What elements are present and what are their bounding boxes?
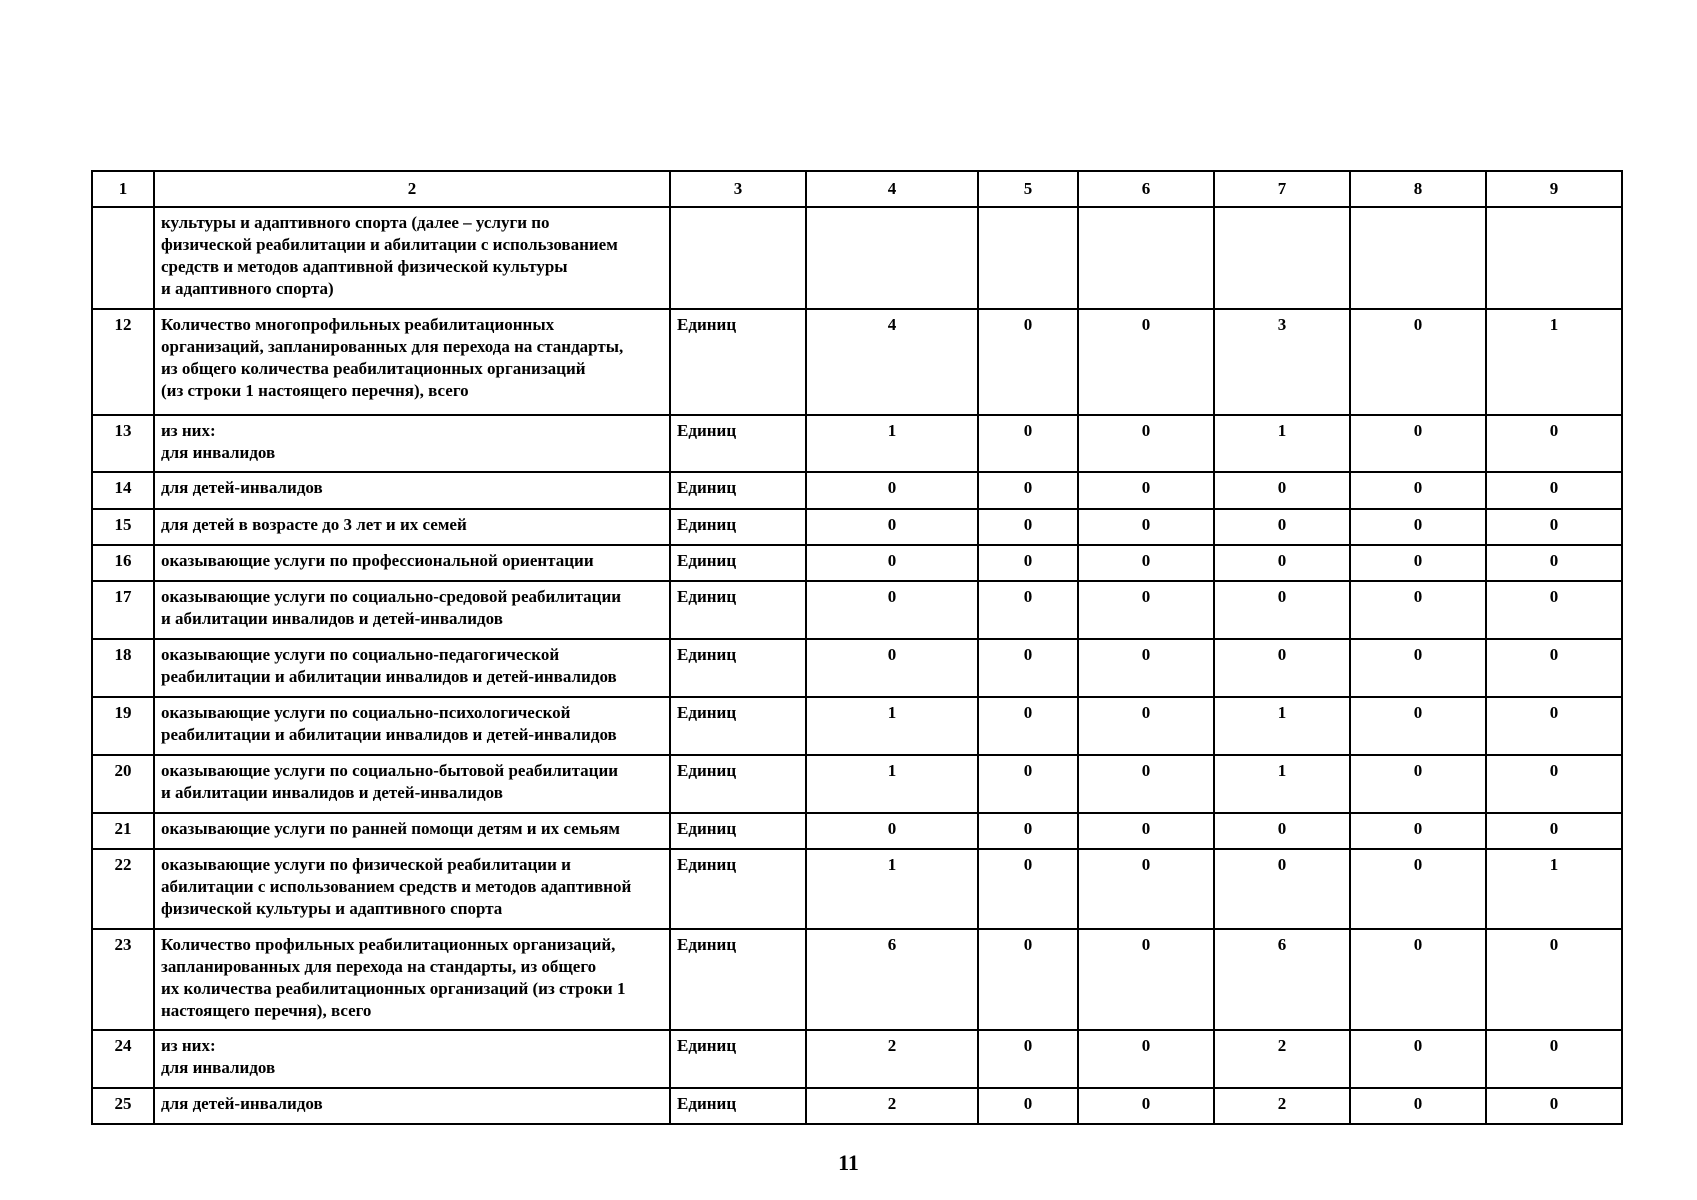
value-cell: 0 — [1078, 509, 1214, 545]
unit-cell: Единиц — [670, 755, 806, 813]
value-cell: 0 — [1486, 415, 1622, 472]
value-cell: 0 — [1214, 545, 1350, 581]
value-cell: 1 — [806, 755, 978, 813]
value-cell: 0 — [806, 581, 978, 639]
value-cell: 0 — [1078, 415, 1214, 472]
value-cell: 0 — [1078, 813, 1214, 849]
table-row — [92, 207, 1622, 309]
value-cell: 0 — [1486, 1088, 1622, 1124]
value-cell: 1 — [1486, 309, 1622, 415]
value-cell: 0 — [978, 1088, 1078, 1124]
unit-cell: Единиц — [670, 1030, 806, 1088]
value-cell: 0 — [1078, 849, 1214, 929]
row-number-cell: 15 — [92, 509, 154, 545]
unit-cell — [670, 207, 806, 309]
value-cell: 0 — [1350, 639, 1486, 697]
value-cell: 0 — [1350, 545, 1486, 581]
value-cell: 2 — [806, 1030, 978, 1088]
table-row — [92, 697, 1622, 755]
value-cell: 0 — [978, 545, 1078, 581]
table-row — [92, 545, 1622, 581]
table-row — [92, 1030, 1622, 1088]
unit-cell: Единиц — [670, 309, 806, 415]
table-row — [92, 581, 1622, 639]
value-cell: 0 — [1350, 849, 1486, 929]
value-cell: 0 — [1486, 472, 1622, 509]
value-cell: 2 — [1214, 1088, 1350, 1124]
value-cell: 0 — [1486, 755, 1622, 813]
unit-cell: Единиц — [670, 545, 806, 581]
value-cell: 1 — [806, 849, 978, 929]
column-number-cell: 1 — [92, 171, 154, 207]
value-cell: 0 — [1486, 545, 1622, 581]
value-cell: 0 — [806, 639, 978, 697]
indicator-description-cell: оказывающие услуги по социально-педагогической реабилитации и абилитации инвалидов и детей-инвалидов — [154, 639, 670, 697]
value-cell: 0 — [1350, 813, 1486, 849]
value-cell: 0 — [978, 639, 1078, 697]
value-cell: 0 — [1078, 929, 1214, 1030]
indicator-description-cell: для детей-инвалидов — [154, 1088, 670, 1124]
value-cell: 1 — [806, 415, 978, 472]
value-cell: 0 — [806, 545, 978, 581]
value-cell: 0 — [978, 929, 1078, 1030]
value-cell: 0 — [1350, 472, 1486, 509]
row-number-cell: 24 — [92, 1030, 154, 1088]
row-number-cell: 16 — [92, 545, 154, 581]
indicator-description-cell: Количество профильных реабилитационных организаций, запланированных для перехода на стандарты, из общего их количества реабилитационных организаций (из строки 1 настоящего перечня), всего — [154, 929, 670, 1030]
value-cell: 0 — [806, 509, 978, 545]
value-cell: 0 — [1486, 697, 1622, 755]
value-cell: 0 — [1214, 849, 1350, 929]
value-cell: 0 — [1214, 813, 1350, 849]
unit-cell: Единиц — [670, 415, 806, 472]
unit-cell: Единиц — [670, 929, 806, 1030]
column-number-cell: 5 — [978, 171, 1078, 207]
value-cell: 0 — [1350, 755, 1486, 813]
value-cell: 0 — [978, 472, 1078, 509]
value-cell: 0 — [978, 581, 1078, 639]
indicator-description-cell: оказывающие услуги по физической реабилитации и абилитации с использованием средств и методов адаптивной физической культуры и адаптивного спорта — [154, 849, 670, 929]
value-cell: 0 — [1078, 545, 1214, 581]
value-cell: 0 — [806, 813, 978, 849]
row-number-cell: 25 — [92, 1088, 154, 1124]
indicator-description-cell: для детей в возрасте до 3 лет и их семей — [154, 509, 670, 545]
row-number-cell: 13 — [92, 415, 154, 472]
value-cell: 0 — [1486, 1030, 1622, 1088]
value-cell: 0 — [1078, 639, 1214, 697]
table-row — [92, 849, 1622, 929]
table-row — [92, 309, 1622, 415]
value-cell: 3 — [1214, 309, 1350, 415]
value-cell: 0 — [1350, 697, 1486, 755]
value-cell: 0 — [1214, 509, 1350, 545]
value-cell: 0 — [978, 755, 1078, 813]
value-cell: 0 — [1350, 581, 1486, 639]
data-table — [91, 170, 1623, 1125]
table-row — [92, 415, 1622, 472]
value-cell: 6 — [1214, 929, 1350, 1030]
row-number-cell: 23 — [92, 929, 154, 1030]
indicator-description-cell: оказывающие услуги по социально-психологической реабилитации и абилитации инвалидов и детей-инвалидов — [154, 697, 670, 755]
value-cell: 6 — [806, 929, 978, 1030]
value-cell: 0 — [1078, 472, 1214, 509]
value-cell: 0 — [1486, 639, 1622, 697]
value-cell: 0 — [978, 309, 1078, 415]
value-cell: 0 — [1350, 309, 1486, 415]
value-cell: 2 — [1214, 1030, 1350, 1088]
indicator-description-cell: оказывающие услуги по профессиональной ориентации — [154, 545, 670, 581]
value-cell — [806, 207, 978, 309]
table-row — [92, 509, 1622, 545]
row-number-cell: 20 — [92, 755, 154, 813]
value-cell: 0 — [1350, 509, 1486, 545]
indicator-description-cell: из них: для инвалидов — [154, 1030, 670, 1088]
value-cell: 0 — [1078, 581, 1214, 639]
value-cell: 0 — [1214, 581, 1350, 639]
page-number: 11 — [838, 1150, 859, 1175]
indicator-description-cell: для детей-инвалидов — [154, 472, 670, 509]
table-body — [92, 171, 1622, 1124]
value-cell: 0 — [1214, 639, 1350, 697]
unit-cell: Единиц — [670, 697, 806, 755]
row-number-cell — [92, 207, 154, 309]
value-cell — [1350, 207, 1486, 309]
value-cell: 0 — [978, 415, 1078, 472]
value-cell: 0 — [978, 849, 1078, 929]
indicator-description-cell: оказывающие услуги по ранней помощи детям и их семьям — [154, 813, 670, 849]
value-cell: 0 — [1350, 1030, 1486, 1088]
column-number-cell: 3 — [670, 171, 806, 207]
unit-cell: Единиц — [670, 813, 806, 849]
value-cell: 0 — [1486, 813, 1622, 849]
value-cell: 0 — [1078, 755, 1214, 813]
value-cell: 0 — [1350, 415, 1486, 472]
indicator-description-cell: Количество многопрофильных реабилитационных организаций, запланированных для перехода на стандарты, из общего количества реабилитационных организаций (из строки 1 настоящего перечня), всего — [154, 309, 670, 415]
column-number-row — [92, 171, 1622, 207]
value-cell: 0 — [1350, 1088, 1486, 1124]
column-number-cell: 7 — [1214, 171, 1350, 207]
value-cell: 2 — [806, 1088, 978, 1124]
value-cell: 0 — [1350, 929, 1486, 1030]
table-row — [92, 472, 1622, 509]
row-number-cell: 14 — [92, 472, 154, 509]
value-cell: 1 — [1214, 755, 1350, 813]
value-cell: 0 — [978, 1030, 1078, 1088]
indicator-description-cell: оказывающие услуги по социально-средовой реабилитации и абилитации инвалидов и детей-инвалидов — [154, 581, 670, 639]
column-number-cell: 9 — [1486, 171, 1622, 207]
unit-cell: Единиц — [670, 849, 806, 929]
value-cell: 0 — [978, 697, 1078, 755]
column-number-cell: 6 — [1078, 171, 1214, 207]
indicator-description-cell: оказывающие услуги по социально-бытовой реабилитации и абилитации инвалидов и детей-инвалидов — [154, 755, 670, 813]
value-cell — [1486, 207, 1622, 309]
indicator-description-cell: из них: для инвалидов — [154, 415, 670, 472]
value-cell: 1 — [1214, 697, 1350, 755]
table-row — [92, 929, 1622, 1030]
value-cell: 0 — [1078, 1030, 1214, 1088]
value-cell: 0 — [1078, 309, 1214, 415]
indicator-description-cell: культуры и адаптивного спорта (далее – услуги по физической реабилитации и абилитации с использованием средств и методов адаптивной физической культуры и адаптивного спорта) — [154, 207, 670, 309]
column-number-cell: 4 — [806, 171, 978, 207]
table-row — [92, 1088, 1622, 1124]
row-number-cell: 22 — [92, 849, 154, 929]
value-cell: 0 — [1486, 509, 1622, 545]
column-number-cell: 8 — [1350, 171, 1486, 207]
value-cell: 0 — [1486, 929, 1622, 1030]
value-cell — [1078, 207, 1214, 309]
unit-cell: Единиц — [670, 472, 806, 509]
row-number-cell: 21 — [92, 813, 154, 849]
value-cell: 1 — [806, 697, 978, 755]
value-cell — [1214, 207, 1350, 309]
unit-cell: Единиц — [670, 639, 806, 697]
value-cell: 0 — [1078, 697, 1214, 755]
value-cell — [978, 207, 1078, 309]
value-cell: 0 — [978, 813, 1078, 849]
table-row — [92, 755, 1622, 813]
value-cell: 0 — [1214, 472, 1350, 509]
value-cell: 4 — [806, 309, 978, 415]
value-cell: 1 — [1486, 849, 1622, 929]
column-number-cell: 2 — [154, 171, 670, 207]
row-number-cell: 18 — [92, 639, 154, 697]
value-cell: 0 — [806, 472, 978, 509]
value-cell: 0 — [1078, 1088, 1214, 1124]
table-row — [92, 639, 1622, 697]
value-cell: 1 — [1214, 415, 1350, 472]
unit-cell: Единиц — [670, 1088, 806, 1124]
value-cell: 0 — [978, 509, 1078, 545]
table-row — [92, 813, 1622, 849]
row-number-cell: 17 — [92, 581, 154, 639]
row-number-cell: 19 — [92, 697, 154, 755]
unit-cell: Единиц — [670, 581, 806, 639]
value-cell: 0 — [1486, 581, 1622, 639]
unit-cell: Единиц — [670, 509, 806, 545]
row-number-cell: 12 — [92, 309, 154, 415]
